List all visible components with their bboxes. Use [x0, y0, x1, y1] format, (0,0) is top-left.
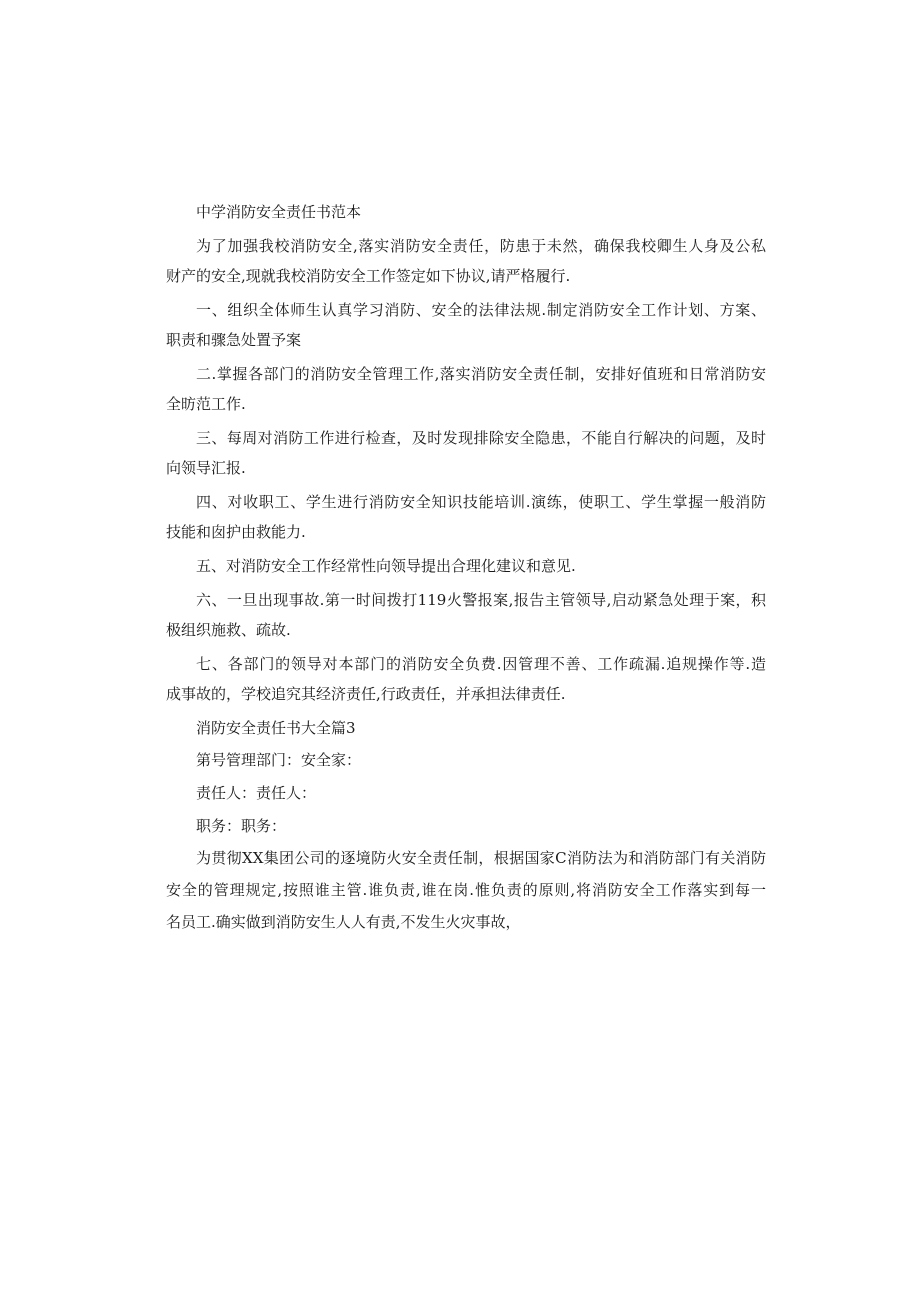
document-title: 中学消防安全责任书范本: [196, 203, 362, 221]
paragraph-line: 成事故的，学校追究其经济责任,行政责任，并承担法律责任.: [166, 685, 566, 703]
paragraph-line: 六、一旦出现事故.第一时间拨打119火警报案,报告主管领导,启动紧急处理于案，积: [196, 591, 766, 609]
paragraph-line: 财产的安全,现就我校消防安全工作签定如下协议,请严格履行.: [166, 267, 571, 285]
paragraph-line: 名员工.确实做到消防安生人人有责,不发生火灾事故，: [166, 913, 521, 931]
paragraph-line: 全昉范工作.: [166, 395, 246, 413]
form-field-line: 职务：职务：: [196, 817, 287, 835]
paragraph-line: 向领导汇报.: [166, 459, 246, 477]
paragraph-line: 五、对消防安全工作经常性向领导提出合理化建议和意见.: [196, 557, 576, 575]
paragraph-line: 为贯彻XX集团公司的逐境防火安全责任制，根据国家C消防法为和消防部门有关消防: [196, 849, 766, 867]
paragraph-line: 七、各部门的领导对本部门的消防安全负费.因管理不善、工作疏漏.追规操作等.造: [196, 655, 766, 673]
section-heading: 消防安全责任书大全篇3: [196, 719, 356, 737]
paragraph-line: 二.掌握各部门的消防安全管理工作,落实消防安全责任制，安排好值班和日常消防安: [196, 365, 766, 383]
form-field-line: 责任人：责任人：: [196, 784, 317, 802]
paragraph-line: 三、每周对消防工作进行检查，及时发现排除安全隐患，不能自行解决的问题，及时: [196, 429, 766, 447]
form-field-line: 第号管理部门：安全家：: [196, 751, 362, 769]
paragraph-line: 职责和骤急处置予案: [166, 331, 302, 349]
paragraph-line: 为了加强我校消防安全,落实消防安全责任，防患于未然，确保我校卿生人身及公私: [196, 237, 766, 255]
paragraph-line: 技能和囱护由救能力.: [166, 523, 306, 541]
paragraph-line: 极组织施救、疏故.: [166, 621, 291, 639]
paragraph-line: 安全的管理规定,按照谁主管.谁负责,谁在岗.惟负责的原则,将消防安全工作落实到每一: [166, 881, 766, 899]
paragraph-line: 一、组织全体师生认真学习消防、安全的法律法规.制定消防安全工作计划、方案、: [196, 301, 766, 319]
paragraph-line: 四、对收职工、学生进行消防安全知识技能培训.演练，使职工、学生掌握一般消防: [196, 493, 766, 511]
